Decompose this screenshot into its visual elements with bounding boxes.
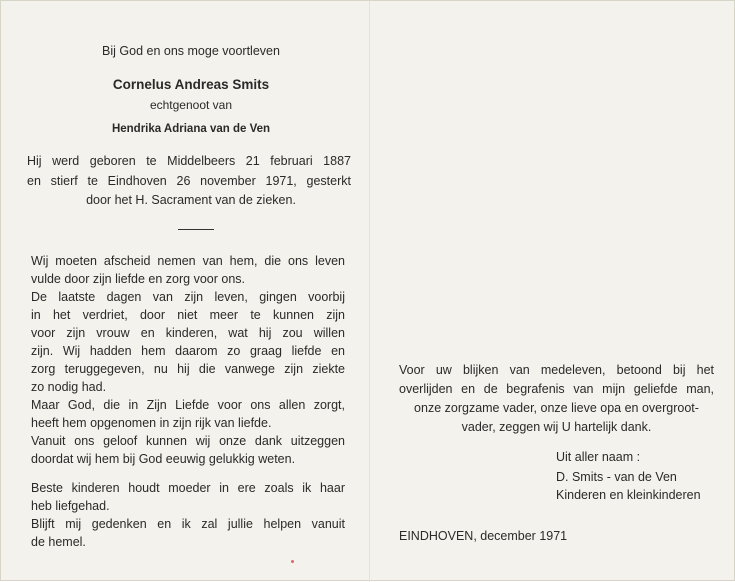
text-line: Vanuit ons geloof kunnen wij onze dank uitzeggen xyxy=(31,434,345,448)
text-line: Beste kinderen houdt moeder in ere zoals ik haar xyxy=(31,481,345,495)
text-line: doordat wij hem bij God eeuwig gelukkig weten. xyxy=(31,452,296,466)
thanks-line: vader, zeggen wij U hartelijk dank. xyxy=(461,420,652,434)
thanks-line: overlijden en de begrafenis van mijn geliefde man, xyxy=(399,382,714,396)
text-line: Maar God, die in Zijn Liefde voor ons allen zorgt, xyxy=(31,398,345,412)
text-line: Wij moeten afscheid nemen van hem, die ons leven xyxy=(31,254,345,268)
text-line: vulde door zijn liefde en zorg voor ons. xyxy=(31,272,246,286)
signer-line: Kinderen en kleinkinderen xyxy=(556,488,701,502)
text-line: voor zijn vrouw en kinderen, wat hij zou willen xyxy=(31,326,345,340)
relation-line: echtgenoot van xyxy=(149,98,233,112)
wife-name: Hendrika Adriana van de Ven xyxy=(111,123,271,135)
text-line: heb liefgehad. xyxy=(31,499,110,513)
text-line: De laatste dagen van zijn leven, gingen voorbij xyxy=(31,290,345,304)
thanks-line: onze zorgzame vader, onze lieve opa en overgroot- xyxy=(414,401,699,415)
thanks-line: Voor uw blijken van medeleven, betoond bij het xyxy=(399,363,714,377)
deceased-name: Cornelus Andreas Smits xyxy=(112,77,270,92)
text-line: de hemel. xyxy=(31,535,86,549)
signoff: Uit aller naam : xyxy=(556,450,641,464)
text-line: in het verdriet, door niet meer te kunnen zijn xyxy=(31,308,345,322)
birth-line-2: en stierf te Eindhoven 26 november 1971, gesterkt xyxy=(27,174,351,188)
text-line: zorg teruggegeven, nu hij die vanwege zijn ziekte xyxy=(31,362,345,376)
text-line: heeft hem opgenomen in zijn rijk van liefde. xyxy=(31,416,272,430)
text-line: zo nodig had. xyxy=(31,380,107,394)
text-line: zijn. Wij hadden hem daarom zo graag liefde en xyxy=(31,344,345,358)
divider-rule xyxy=(178,229,214,230)
text-line: Blijft mij gedenken en ik zal jullie helpen vanuit xyxy=(31,517,345,531)
place-date: EINDHOVEN, december 1971 xyxy=(399,529,568,543)
birth-line-1: Hij werd geboren te Middelbeers 21 februari 1887 xyxy=(27,154,351,168)
card-fold xyxy=(369,1,370,582)
signer-line: D. Smits - van de Ven xyxy=(556,470,677,484)
ink-speck xyxy=(291,560,294,563)
header-line: Bij God en ons moge voortleven xyxy=(102,44,280,58)
birth-line-3: door het H. Sacrament van de zieken. xyxy=(86,193,296,207)
